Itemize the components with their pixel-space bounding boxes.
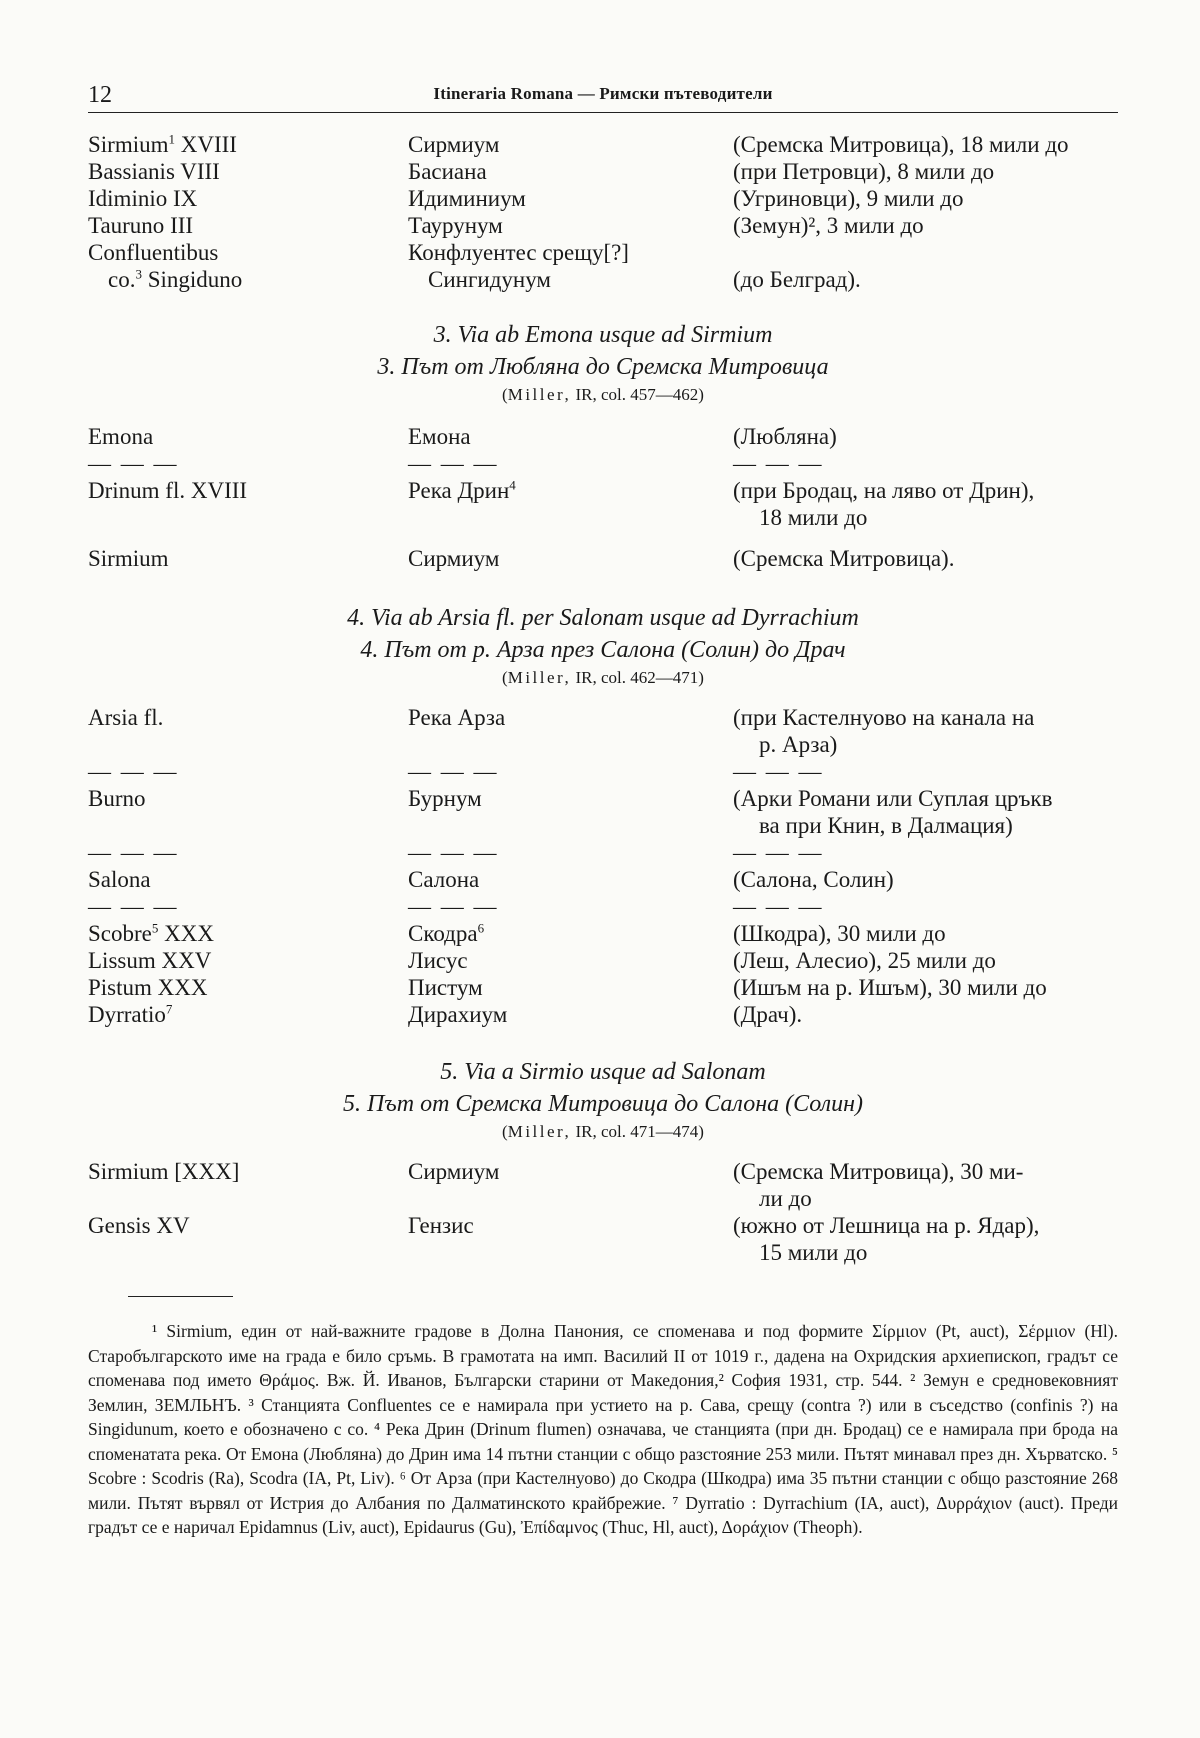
page: [88, 78, 1118, 1540]
table-row: Gensis XV Гензис (южно от Лешница на р. Ядар), 15 мили до: [88, 1213, 1040, 1265]
table-row: Confluentibus Конфлуентес срещу[?]: [88, 240, 629, 265]
table-row: Lissum XXV Лисус (Леш, Алесио), 25 мили до: [88, 948, 996, 973]
section4-heading: [88, 602, 1118, 690]
section-title-latin: 3. Via ab Emona usque ad Sirmium: [433, 322, 773, 348]
section3-heading: [88, 319, 1118, 407]
section-title-bulgarian: 4. Път от р. Арза през Салона (Солин) до Драч: [360, 637, 846, 663]
table-row: Scobre$^5$ XXX Скодра$^6$ (Шкодра), 30 мили до: [88, 920, 946, 946]
section5-heading: [88, 1056, 1118, 1144]
table-row: Idiminio IX Идиминиум (Угриновци), 9 мили до: [88, 186, 964, 211]
table-row: Tauruno III Таурунум (Земун)², 3 мили до: [88, 213, 924, 238]
table-row: Dyrratio$^7$ Дирахиум (Драч).: [88, 1001, 803, 1027]
table-row-divider: — — — — — — — — —: [88, 840, 824, 865]
section3-table: [88, 423, 1118, 572]
section-title-bulgarian: 5. Път от Сремска Митровица до Салона (Солин): [342, 1091, 864, 1117]
section-source: (Miller, IR, col. 462—471): [502, 668, 704, 687]
table-row: Sirmium [XXX] Сирмиум (Сремска Митровица), 30 ми- ли до: [88, 1159, 1024, 1211]
table-row: Sirmium Сирмиум (Сремска Митровица).: [88, 546, 955, 571]
section-source: (Miller, IR, col. 471—474): [502, 1122, 704, 1141]
section4-table: [88, 704, 1118, 1028]
section2-table: [88, 131, 1118, 293]
footnotes: ¹ Sirmium, един от най-важните градове в Долна Панония, се споменава и под формите Σίρμιον (Pt, auct), Σέρμιον (Hl). Старобългарското име на града е било сръмь. В грамотата на имп. Василий II от 1019 г., дадена на Охридския архиепископ, градът се споменава под името Θράμος. Вж. Й. Иванов, Български старини от Македония,² София 1931, стр. 544. ² Земун е средновековният Землин, ЗЕМЛЬНЪ. ³ Станцията Confluentes се е намирала при устието на р. Сава, срещу (contra ?) или в съседство (confinis ?) на Singidunum, което е обозначено с co. ⁴ Река Дрин (Drinum flumen) означава, че станцията (при дн. Бродац) се е намирала при брода на споменатата река. От Емона (Любляна) до Дрин има 14 пътни станции с общо разстояние 253 мили. Пътят минавал през дн. Хърватско. ⁵ Scobre : Scodris (Ra), Scodra (IA, Pt, Liv). ⁶ От Арза (при Кастелнуово) до Скодра (Шкодра) има 35 пътни станции с общо разстояние 268 мили. Пътят вървял от Истрия до Албания по Далматинското крайбрежие. ⁷ Dyrratio : Dyrrachium (IA, auct), Δυρράχιον (auct). Преди градът се е наричал Epidamnus (Liv, auct), Epidaurus (Gu), Ἐπίδαμνος (Thuc, Hl, auct), Δοράχιον (Theoph).: [88, 1321, 1118, 1537]
table-row-divider: — — — — — — — — —: [88, 759, 824, 784]
page-number: 12: [88, 82, 112, 108]
section-source: (Miller, IR, col. 457—462): [502, 385, 704, 404]
table-row: Burno Бурнум (Арки Романи или Суплая цръкв ва при Книн, в Далмация): [88, 786, 1053, 838]
table-row: co.$^3$ Singiduno Сингидунум (до Белград).: [108, 266, 861, 292]
table-row-divider: — — — — — — — — —: [88, 894, 824, 919]
section5-table: [88, 1158, 1118, 1266]
table-row: Bassianis VIII Басиана (при Петровци), 8 мили до: [88, 159, 995, 184]
section-title-bulgarian: 3. Път от Любляна до Сремска Митровица: [377, 354, 829, 380]
table-row-divider: — — — — — — — — —: [88, 451, 824, 476]
running-title: Itineraria Romana — Римски пътеводители: [433, 84, 773, 103]
table-row: Emona Емона (Любляна): [88, 424, 837, 449]
table-row: Drinum fl. XVIII Река Дрин$^4$ (при Бродац, на ляво от Дрин), 18 мили до: [88, 477, 1035, 530]
table-row: Salona Салона (Салона, Солин): [88, 867, 894, 892]
table-row: Sirmium$^1$ XVIII Сирмиум (Сремска Митровица), 18 мили до: [88, 131, 1069, 157]
section-title-latin: 5. Via a Sirmio usque ad Salonam: [440, 1059, 766, 1085]
table-row: Pistum XXX Пистум (Ишъм на р. Ишъм), 30 мили до: [88, 975, 1047, 1000]
section-title-latin: 4. Via ab Arsia fl. per Salonam usque ad Dyrrachium: [347, 605, 859, 631]
footnote-rule: [128, 1296, 233, 1297]
table-row: Arsia fl. Река Арза (при Кастелнуово на канала на р. Арза): [88, 705, 1035, 757]
page-header: [88, 78, 1118, 113]
